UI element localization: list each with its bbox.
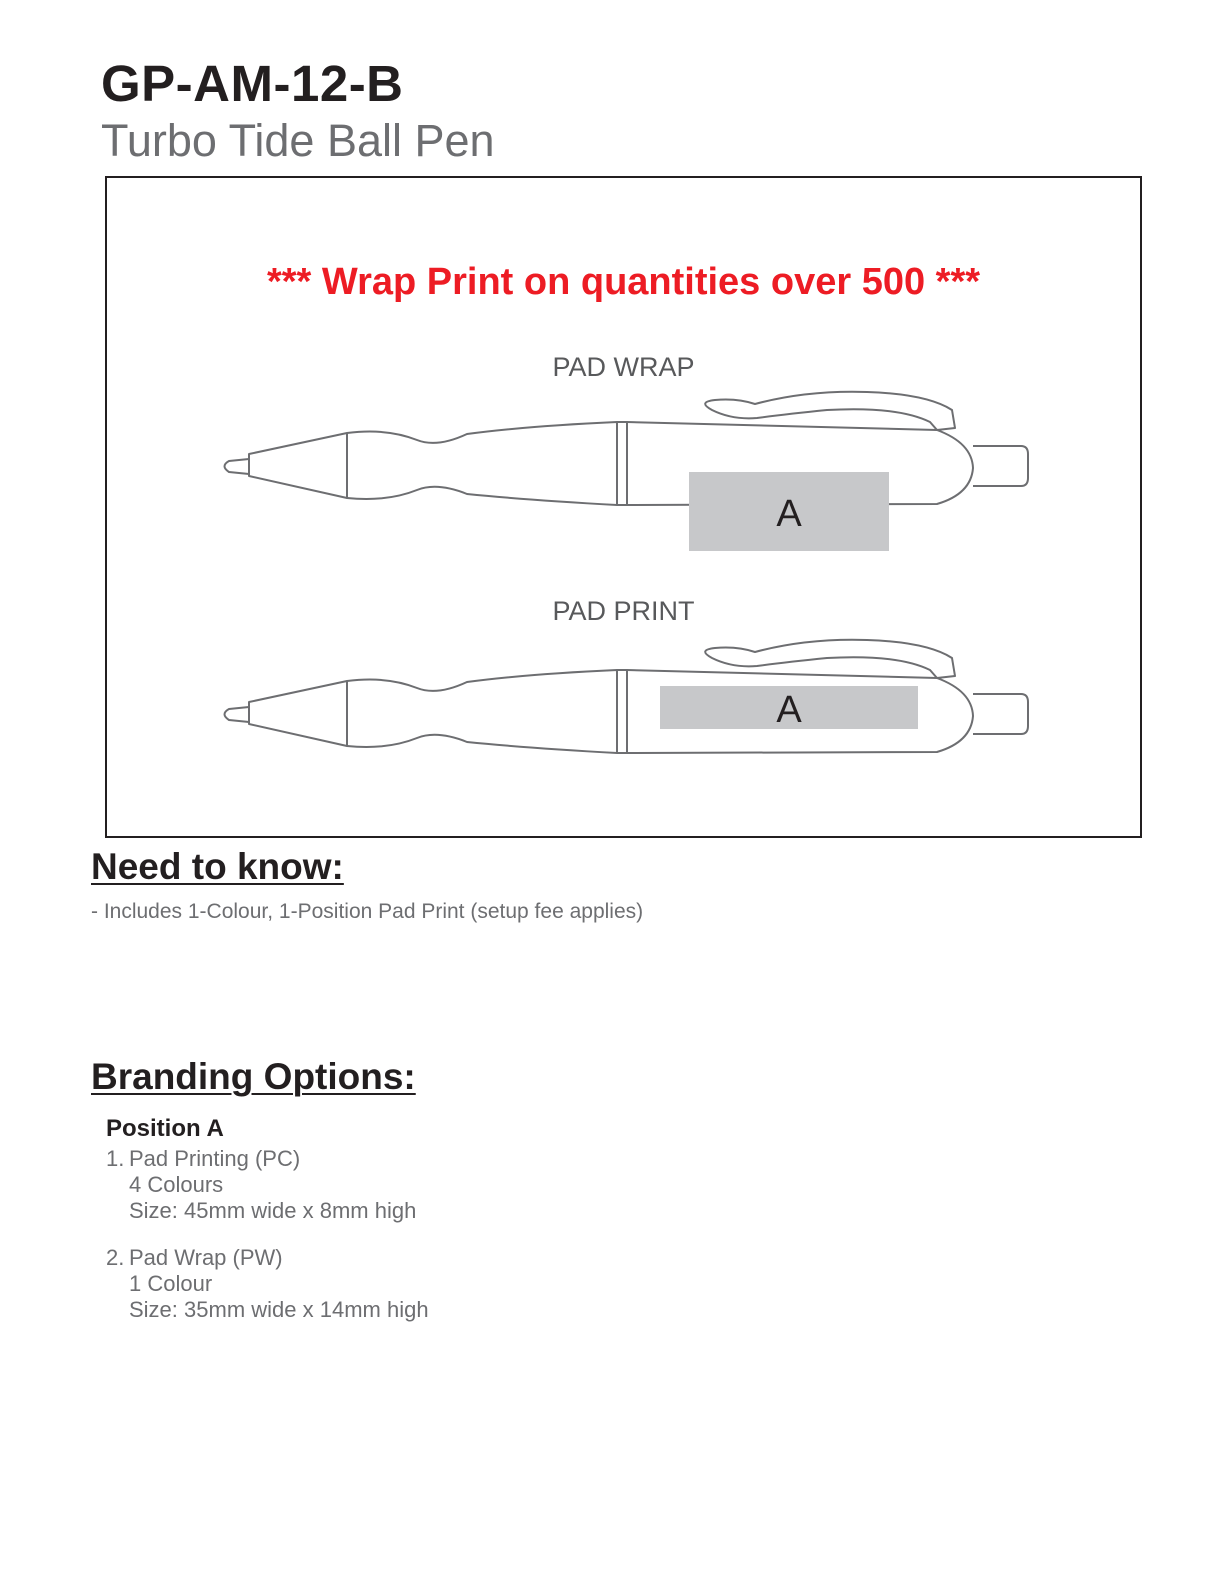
pen-pad-wrap-drawing (225, 392, 1029, 505)
option-colours: 4 Colours (129, 1172, 224, 1197)
option-colours: 1 Colour (129, 1271, 213, 1296)
artwork-frame (105, 176, 1142, 838)
pad-wrap-position-marker: A (776, 493, 802, 535)
need-to-know-item: - Includes 1-Colour, 1-Position Pad Print (setup fee applies) (91, 900, 644, 923)
pen-plunger-icon (973, 446, 1028, 486)
pen-plunger-icon (973, 694, 1028, 734)
product-code: GP-AM-12-B (101, 55, 404, 112)
pen-illustrations (107, 178, 1140, 836)
pen-tip-icon (225, 459, 250, 474)
pad-wrap-label: PAD WRAP (552, 352, 695, 382)
option-number: 2. (106, 1245, 125, 1270)
option-method: Pad Printing (PC) (129, 1146, 301, 1171)
branding-options-heading: Branding Options: (91, 1056, 416, 1097)
pad-print-label: PAD PRINT (552, 596, 695, 626)
branding-option-pad-wrap (106, 1245, 429, 1323)
branding-option-pad-printing (106, 1146, 416, 1224)
wrap-print-notice: *** Wrap Print on quantities over 500 *** (266, 261, 981, 303)
option-size: Size: 35mm wide x 14mm high (129, 1297, 429, 1322)
pen-tip-icon (225, 707, 250, 722)
option-method: Pad Wrap (PW) (129, 1245, 283, 1270)
option-number: 1. (106, 1146, 125, 1171)
pad-print-position-marker: A (776, 689, 802, 731)
option-size: Size: 45mm wide x 8mm high (129, 1198, 417, 1223)
need-to-know-heading: Need to know: (91, 846, 344, 887)
position-a-title: Position A (106, 1115, 224, 1142)
product-name: Turbo Tide Ball Pen (101, 115, 495, 166)
